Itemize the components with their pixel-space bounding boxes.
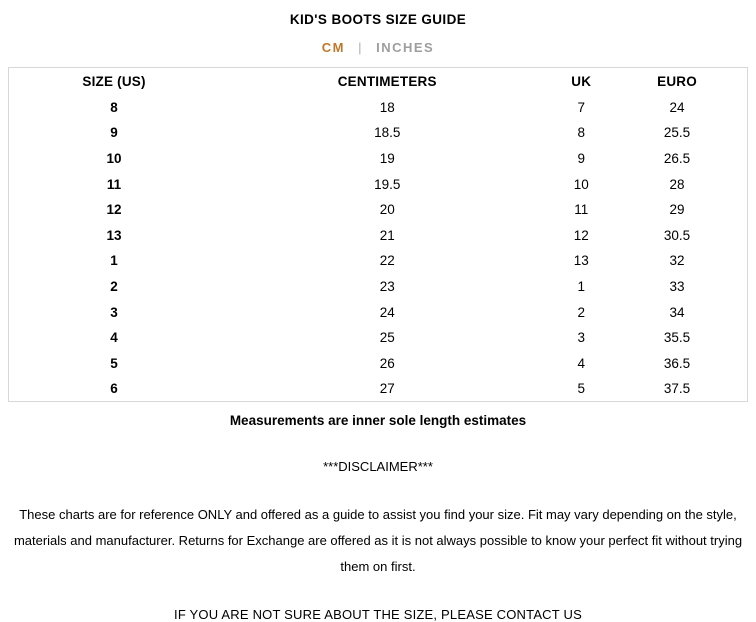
unit-tabs — [0, 40, 756, 55]
table-cell: 26.5 — [663, 150, 691, 166]
table-cell: 22 — [379, 253, 395, 269]
table-row — [9, 95, 748, 121]
table-cell: 25.5 — [663, 125, 691, 141]
table-cell: 24 — [669, 99, 685, 115]
table-row — [9, 274, 748, 300]
table-cell: 11 — [574, 202, 589, 218]
table-cell: 32 — [669, 253, 685, 269]
table-cell: 37.5 — [663, 381, 691, 397]
table-cell: 8 — [110, 99, 118, 115]
table-cell: 25 — [379, 330, 395, 346]
table-cell: 29 — [669, 202, 685, 218]
table-cell: 26 — [379, 355, 395, 371]
table-cell: 10 — [106, 150, 122, 166]
table-cell: 12 — [106, 202, 122, 218]
table-cell: 36.5 — [663, 355, 691, 371]
table-cell: 5 — [110, 355, 118, 371]
table-cell: 34 — [669, 304, 685, 320]
size-table — [8, 67, 748, 402]
table-cell: 12 — [573, 227, 589, 243]
table-cell: 11 — [106, 176, 122, 192]
table-header-cell: EURO — [657, 73, 697, 89]
table-cell: 18 — [379, 99, 395, 115]
table-row — [9, 376, 748, 402]
table-header-cell: UK — [571, 73, 592, 89]
table-row — [9, 299, 748, 325]
table-row — [9, 171, 748, 197]
table-cell: 30.5 — [663, 227, 691, 243]
table-cell: 1 — [577, 278, 585, 294]
table-row — [9, 222, 748, 248]
table-cell: 1 — [110, 253, 118, 269]
table-cell: 18.5 — [374, 125, 401, 141]
table-cell: 5 — [577, 381, 585, 397]
table-cell: 8 — [577, 125, 585, 141]
size-table-container — [8, 67, 748, 402]
disclaimer-text: These charts are for reference ONLY and offered as a guide to assist you find your size. Fit may vary depending on the style, materials and manufacturer. Returns for Exchange are offered as it is not always possible to know your perfect fit without trying them on first. — [13, 507, 743, 575]
disclaimer-title: ***DISCLAIMER*** — [323, 459, 433, 475]
page-title: KID'S BOOTS SIZE GUIDE — [289, 12, 467, 27]
measurement-note: Measurements are inner sole length estimates — [229, 413, 527, 429]
table-cell: 9 — [110, 125, 118, 141]
table-cell: 35.5 — [663, 330, 691, 346]
table-cell: 3 — [577, 330, 585, 346]
table-cell: 4 — [577, 355, 585, 371]
table-cell: 23 — [379, 278, 395, 294]
table-cell: 24 — [379, 304, 395, 320]
table-cell: 9 — [577, 150, 585, 166]
table-row — [9, 350, 748, 376]
table-cell: 20 — [379, 202, 395, 218]
table-cell: 2 — [110, 278, 118, 294]
table-row — [9, 146, 748, 172]
table-header-cell: CENTIMETERS — [337, 73, 437, 89]
table-row — [9, 197, 748, 223]
tab-cm[interactable]: CM — [321, 40, 345, 55]
table-header-cell: SIZE (US) — [82, 73, 146, 89]
table-cell: 6 — [110, 381, 118, 397]
table-row — [9, 120, 748, 146]
table-cell: 4 — [110, 330, 118, 346]
table-cell: 2 — [577, 304, 585, 320]
table-cell: 19.5 — [374, 176, 401, 192]
table-cell: 19 — [379, 150, 395, 166]
table-cell: 13 — [106, 227, 122, 243]
table-header-row — [9, 68, 748, 95]
size-table-body — [9, 95, 748, 402]
table-cell: 33 — [669, 278, 685, 294]
tab-separator: | — [358, 40, 363, 55]
tab-inches[interactable]: INCHES — [376, 40, 435, 55]
contact-note: IF YOU ARE NOT SURE ABOUT THE SIZE, PLEASE CONTACT US — [174, 607, 582, 622]
table-cell: 28 — [669, 176, 685, 192]
table-cell: 27 — [379, 381, 395, 397]
table-cell: 7 — [577, 99, 585, 115]
table-cell: 10 — [573, 176, 589, 192]
table-cell: 13 — [573, 253, 589, 269]
table-row — [9, 248, 748, 274]
table-row — [9, 325, 748, 351]
table-cell: 21 — [379, 227, 395, 243]
table-cell: 3 — [110, 304, 118, 320]
